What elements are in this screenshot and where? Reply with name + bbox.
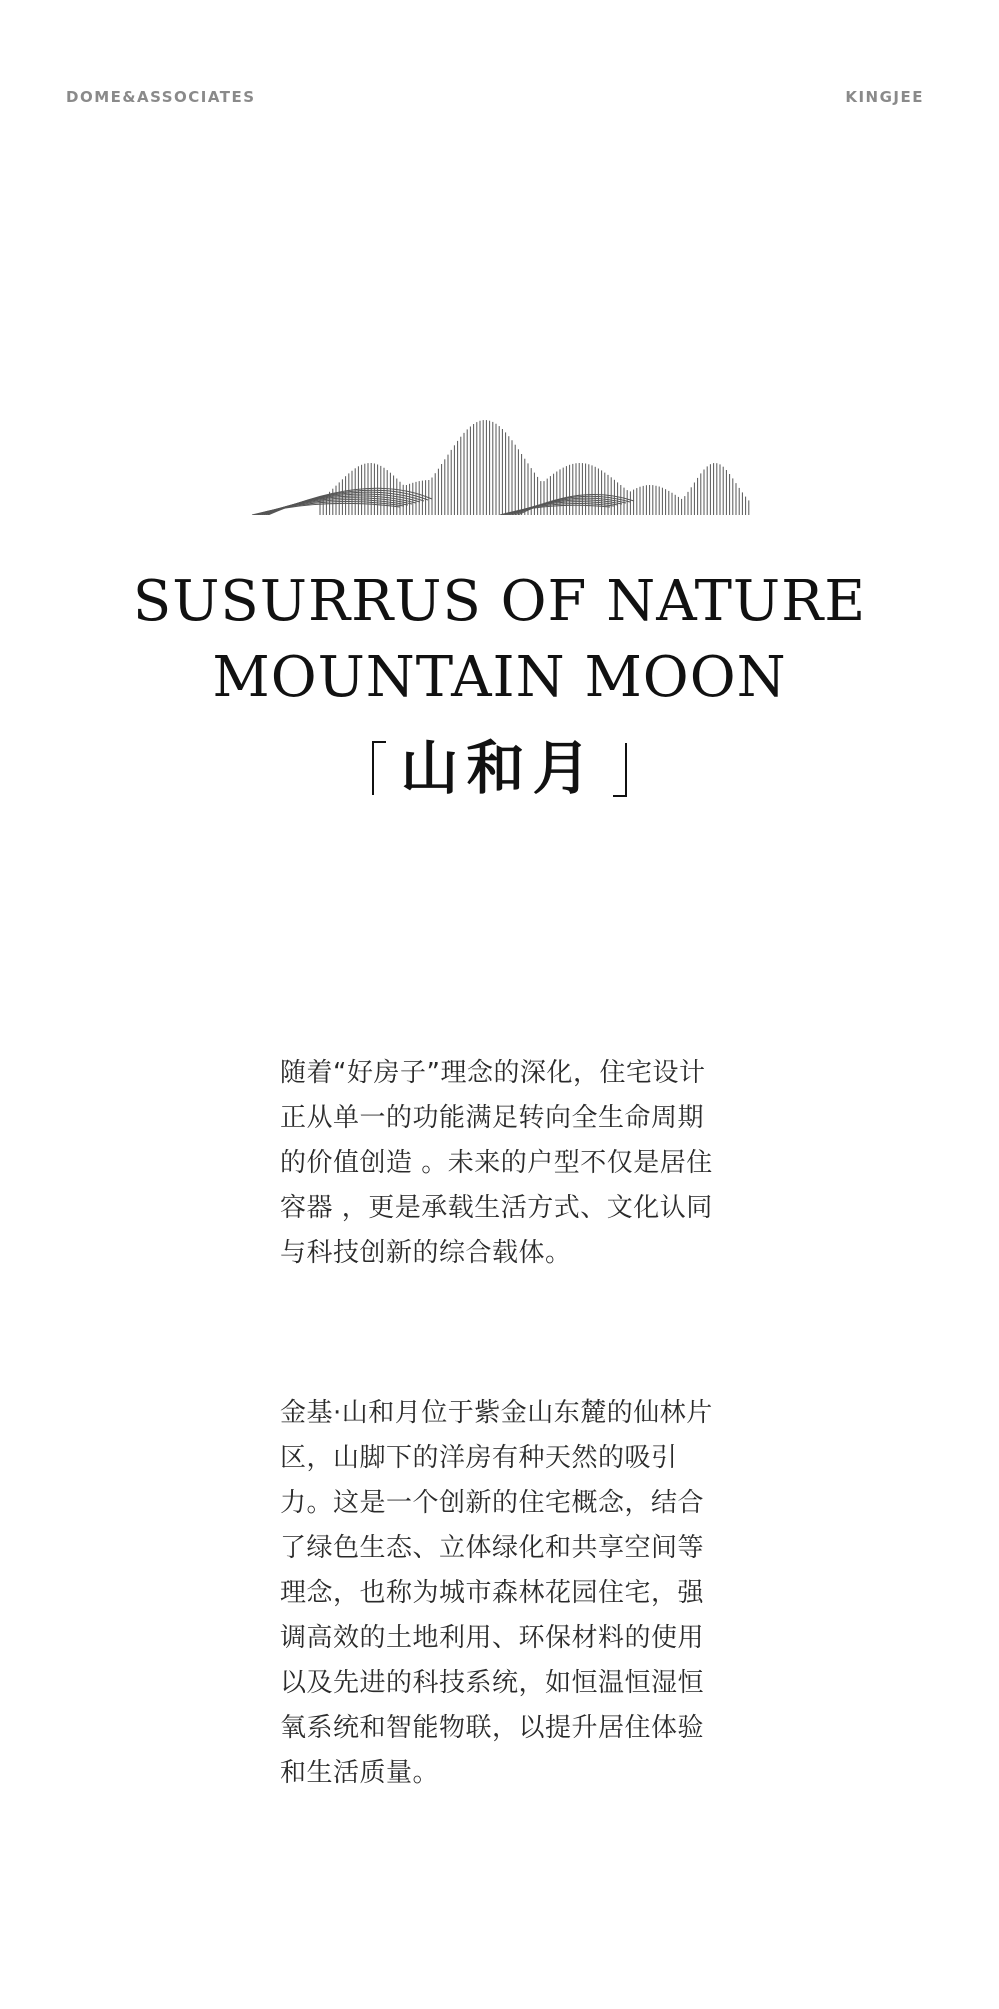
brand-logo-dome-associates: DOME&ASSOCIATES <box>66 88 256 106</box>
title-english-line2: MOUNTAIN MOON <box>212 645 787 710</box>
project-description-paragraph: 金基·山和月位于紫金山东麓的仙林片区，山脚下的洋房有种天然的吸引力。这是一个创新的住宅概念，结合了绿色生态、立体绿化和共享空间等理念，也称为城市森林花园住宅，强调高效的土地利用、环保材料的使用以及先进的科技系统，如恒温恒湿恒氧系统和智能物联，以提升居住体验和生活质量。 <box>280 1398 713 1788</box>
title-english-line1: SUSURRUS OF NATURE <box>132 569 867 634</box>
mountain-line-art-icon <box>250 415 755 515</box>
intro-paragraph: 随着“好房子”理念的深化，住宅设计正从单一的功能满足转向全生命周期的价值创造 。未来的户型不仅是居住容器 ，更是承载生活方式、文化认同与科技创新的综合载体。 <box>280 1058 713 1268</box>
title-block <box>0 564 999 807</box>
corner-bracket-close <box>613 739 639 797</box>
title-chinese-text: 山和月 <box>400 733 599 802</box>
brand-logo-kingjee: KINGJEE <box>845 88 924 106</box>
corner-bracket-open <box>360 739 386 797</box>
title-chinese <box>0 724 999 807</box>
